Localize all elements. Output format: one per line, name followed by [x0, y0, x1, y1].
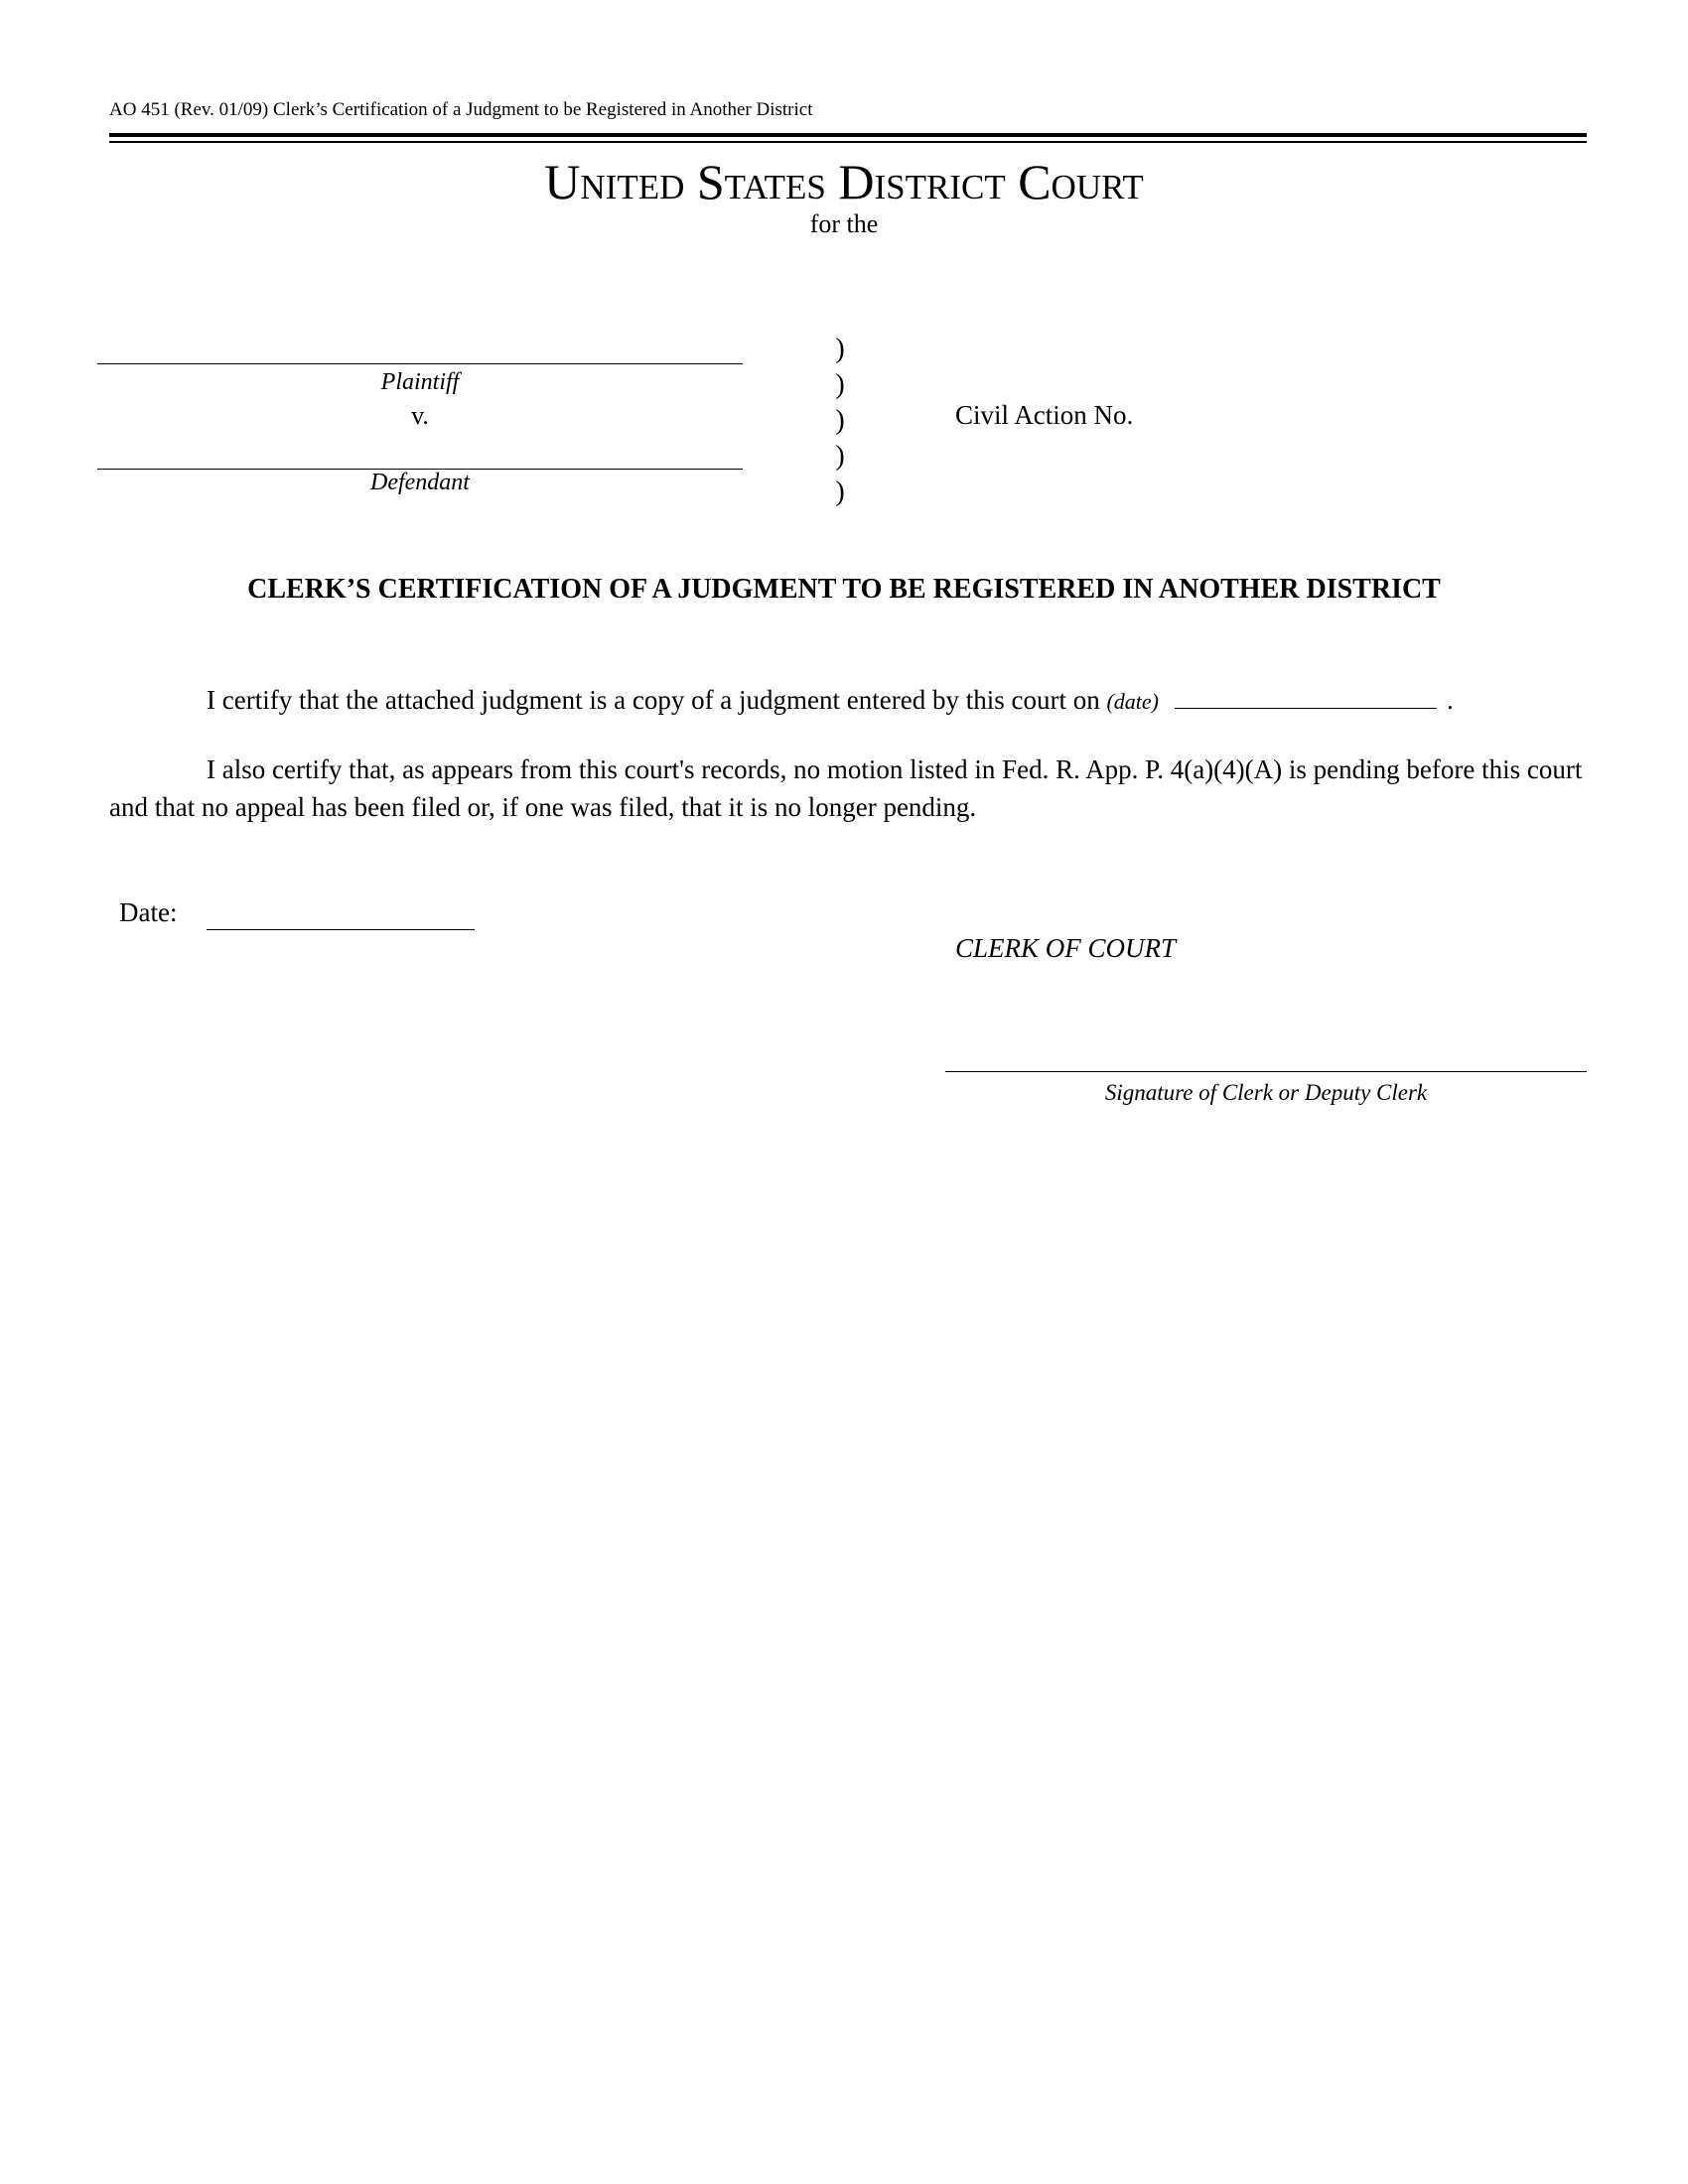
defendant-label: Defendant	[370, 470, 470, 495]
clerk-of-court-title: CLERK OF COURT	[955, 933, 1177, 963]
header-rule-thick	[109, 133, 1587, 137]
plaintiff-name-line[interactable]	[97, 363, 743, 364]
caption-paren: )	[835, 441, 845, 472]
date-label: Date:	[119, 897, 178, 927]
para1-period: .	[1447, 685, 1454, 715]
judgment-date-blank[interactable]	[1175, 688, 1437, 709]
signature-line[interactable]	[945, 1071, 1587, 1072]
date-blank[interactable]	[207, 929, 475, 930]
certification-paragraph-2: I also certify that, as appears from this court's records, no motion listed in Fed. R. App. P. 4(a)(4)(A) is pending before this court and that no appeal has been filed or, if one was filed, that it is no longer pending.	[109, 754, 1583, 822]
court-title: United States District Court	[544, 154, 1144, 209]
versus-label: v.	[411, 401, 429, 430]
date-tag: (date)	[1106, 689, 1159, 714]
caption-paren: )	[835, 405, 845, 436]
certification-paragraph-1	[109, 681, 1589, 721]
document-title: CLERK’S CERTIFICATION OF A JUDGMENT TO BE REGISTERED IN ANOTHER DISTRICT	[247, 574, 1441, 605]
signature-label: Signature of Clerk or Deputy Clerk	[1104, 1080, 1428, 1105]
plaintiff-label: Plaintiff	[380, 369, 460, 395]
caption-paren: )	[835, 477, 845, 507]
form-number-header: AO 451 (Rev. 01/09) Clerk’s Certification of a Judgment to be Registered in Another District	[109, 99, 813, 120]
caption-paren: )	[835, 369, 845, 400]
header-rule-thin	[109, 141, 1587, 143]
civil-action-number-label: Civil Action No.	[955, 400, 1134, 430]
para1-text: I certify that the attached judgment is a copy of a judgment entered by this court on	[207, 685, 1100, 715]
caption-paren: )	[835, 334, 845, 364]
court-subtitle: for the	[809, 209, 879, 238]
